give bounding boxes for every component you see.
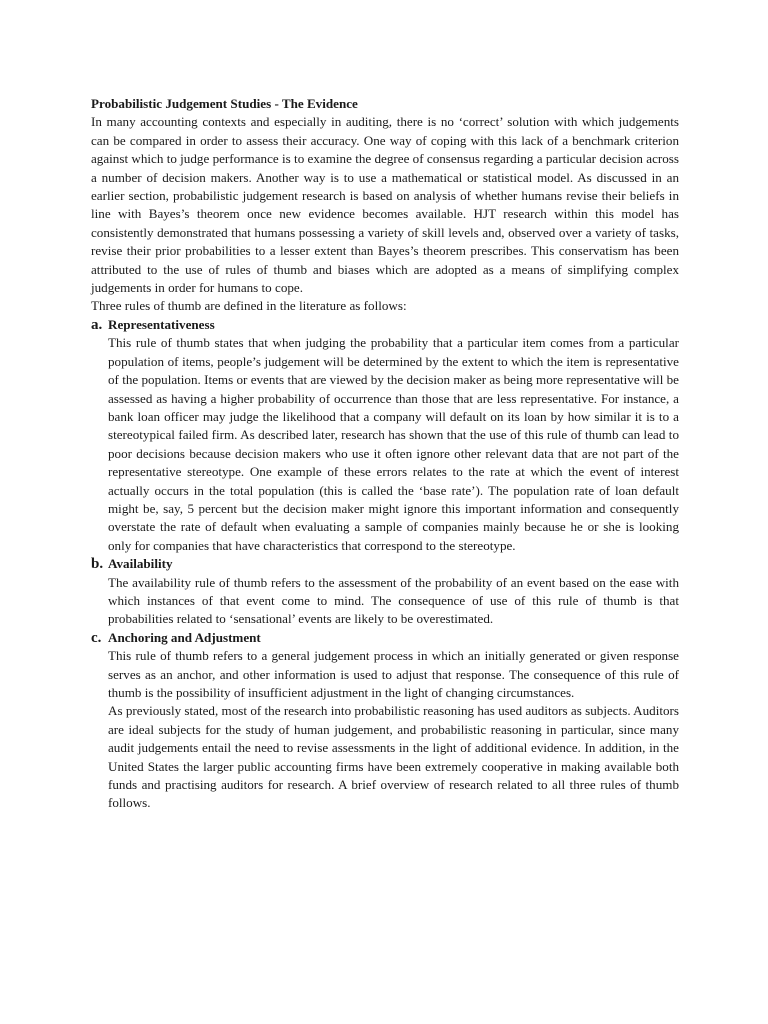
section-heading: [91, 316, 679, 334]
section-availability: [91, 555, 679, 629]
intro-paragraph: In many accounting contexts and especially in auditing, there is no ‘correct’ solution with which judgements can be compared in order to assess their accuracy. One way of coping with this lack of a benchmark criterion against which to judge performance is to examine the degree of consensus regarding a particular decision across a number of decision makers. Another way is to use a mathematical or statistical model. As discussed in an earlier section, probabilistic judgement research is based on analysis of whether humans revise their beliefs in line with Bayes’s theorem once new evidence becomes available. HJT research within this model has consistently demonstrated that humans possessing a variety of skill levels and, observed over a variety of tasks, revise their prior probabilities to a lesser extent than Bayes’s theorem prescribes. This conservatism has been attributed to the use of rules of thumb and biases which are adopted as a means of simplifying complex judgements in order for humans to cope.: [91, 114, 679, 296]
section-representativeness: [91, 316, 679, 555]
section-letter: a.: [91, 316, 103, 333]
section-heading: [91, 629, 679, 647]
section-letter: c.: [91, 629, 102, 646]
section-heading-text: Availability: [108, 556, 173, 572]
document-title: Probabilistic Judgement Studies - The Evidence: [91, 96, 358, 111]
section-paragraph: This rule of thumb refers to a general judgement process in which an initially generated or given response serves as an anchor, and other information is used to adjust that response. The consequence of this rule of thumb is the possibility of insufficient adjustment in the light of changing circumstances.: [108, 648, 679, 700]
section-heading: [91, 555, 679, 573]
rules-intro: Three rules of thumb are defined in the literature as follows:: [91, 298, 407, 314]
section-paragraph: The availability rule of thumb refers to the assessment of the probability of an event based on the ease with which instances of that event come to mind. The consequence of use of this rule of thumb is that probabilities related to ‘sensational’ events are likely to be overestimated.: [108, 574, 679, 627]
section-heading-text: Anchoring and Adjustment: [108, 629, 261, 645]
section-anchoring-adjustment: [91, 629, 679, 813]
section-heading-text: Representativeness: [108, 316, 215, 332]
section-letter: b.: [91, 556, 104, 573]
document-page: [91, 95, 679, 813]
section-paragraph: This rule of thumb states that when judging the probability that a particular item comes from a particular population of items, people’s judgement will be determined by the extent to which the item is representative of the population. Items or events that are viewed by the decision maker as being more representative will be assessed as having a higher probability of occurrence than those that are less representative. For instance, a bank loan officer may judge the likelihood that a company will default on its loan by how similar it is to a stereotypical failed firm. As described later, research has shown that the use of this rule of thumb can lead to poor decisions because decision makers who use it often ignore other relevant data that are not part of the representative stereotype. One example of these errors relates to the rate at which the event of interest actually occurs in the total population (this is called the ‘base rate’). The population rate of loan default might be, say, 5 percent but the decision maker might ignore this important information and consequently overstate the rate of default when evaluating a sample of companies mainly because he or she is looking only for companies that have characteristics that correspond to the stereotype.: [108, 335, 679, 553]
section-paragraph: As previously stated, most of the research into probabilistic reasoning has used auditors as subjects. Auditors are ideal subjects for the study of human judgement, and probabilistic reasoning in particular, since many audit judgements entail the need to revise assessments in the light of additional evidence. In addition, in the United States the larger public accounting firms have been extremely cooperative in making available both funds and practising auditors for research. A brief overview of research related to all three rules of thumb follows.: [108, 703, 679, 811]
